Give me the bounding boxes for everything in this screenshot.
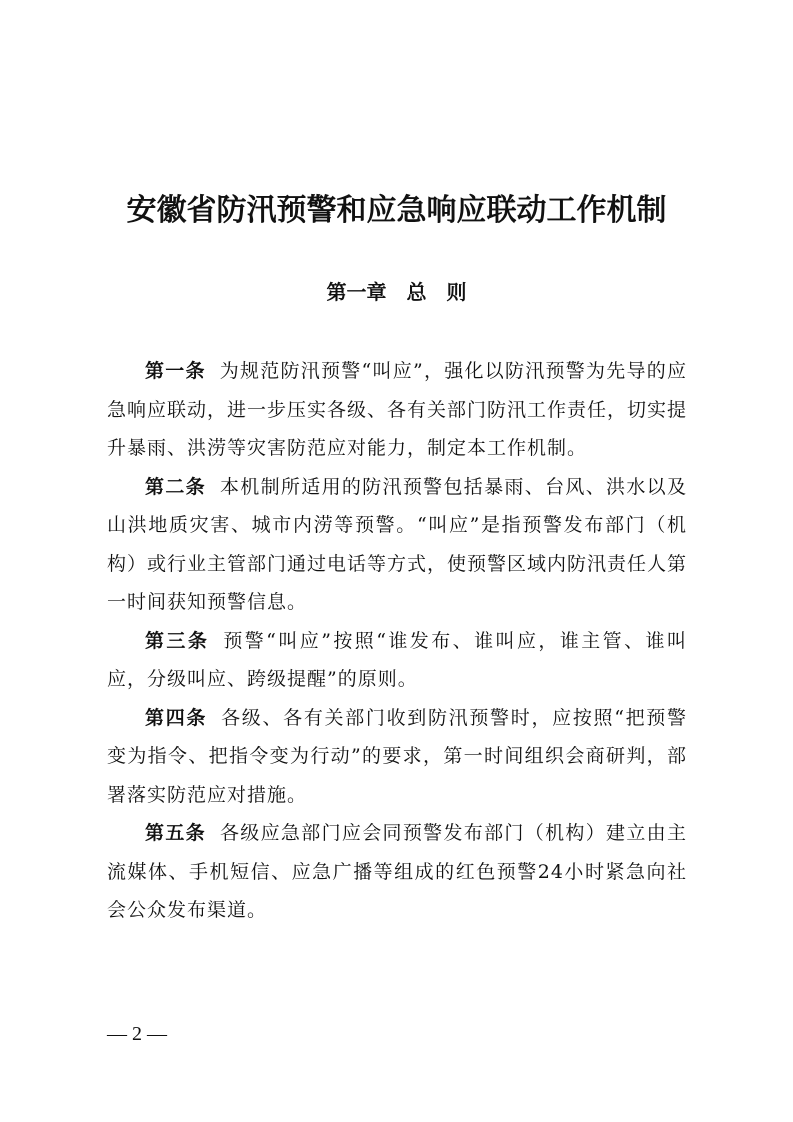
chapter-heading: 第一章 总 则 <box>326 280 467 304</box>
article-3 <box>107 622 687 699</box>
document-title: 安徽省防汛预警和应急响应联动工作机制 <box>126 193 667 228</box>
article-label: 第四条 <box>145 706 208 729</box>
article-text: 预警“叫应”按照“谁发布、谁叫应，谁主管、谁叫应，分级叫应、跨级提醒”的原则。 <box>107 629 687 690</box>
article-label: 第五条 <box>145 822 206 844</box>
page-number: — 2 — <box>107 1023 167 1045</box>
article-text: 各级、各有关部门收到防汛预警时，应按照“把预警变为指令、把指令变为行动”的要求，第一时间组织会商研判，部署落实防范应对措施。 <box>107 706 687 806</box>
article-label: 第三条 <box>145 629 210 652</box>
article-4 <box>107 699 687 815</box>
article-label: 第一条 <box>145 360 206 382</box>
article-text: 本机制所适用的防汛预警包括暴雨、台风、洪水以及山洪地质灾害、城市内涝等预警。“叫应”是指预警发布部门（机构）或行业主管部门通过电话等方式，使预警区域内防汛责任人第一时间获知预警信息。 <box>107 475 688 613</box>
article-1 <box>107 352 687 468</box>
article-text: 各级应急部门应会同预警发布部门（机构）建立由主流媒体、手机短信、应急广播等组成的红色预警24小时紧急向社会公众发布渠道。 <box>107 822 687 921</box>
article-5 <box>107 814 687 930</box>
article-label: 第二条 <box>145 475 206 498</box>
article-2 <box>107 468 687 622</box>
document-body <box>107 352 687 930</box>
article-text: 为规范防汛预警“叫应”，强化以防汛预警为先导的应急响应联动，进一步压实各级、各有关部门防汛工作责任，切实提升暴雨、洪涝等灾害防范应对能力，制定本工作机制。 <box>107 360 688 459</box>
